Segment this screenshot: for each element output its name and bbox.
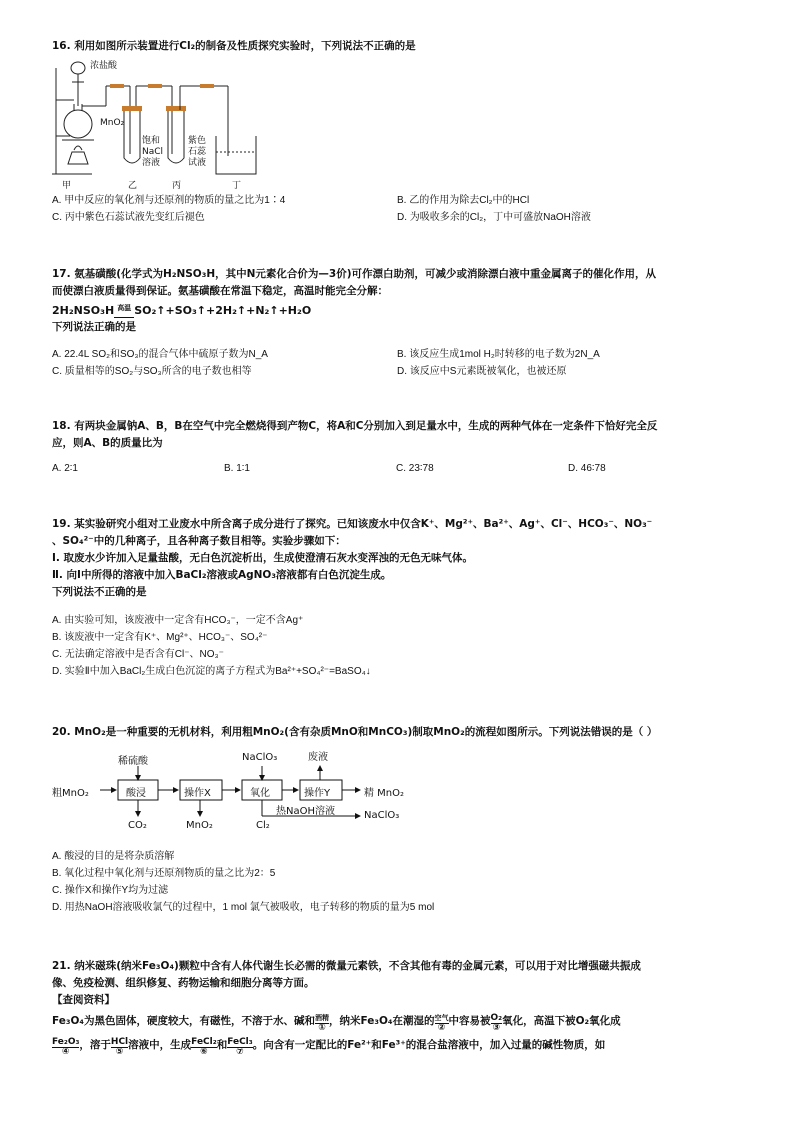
- q18-option-d[interactable]: D. 46∶78: [568, 463, 606, 474]
- q19-option-a[interactable]: A. 由实验可知，该废液中一定含有HCO₃⁻，一定不含Ag⁺: [52, 615, 304, 626]
- q19-stem-line2: 、SO₄²⁻中的几种离子，且各种离子数目相等。实验步骤如下：: [52, 535, 346, 547]
- q18-option-c[interactable]: C. 23∶78: [396, 463, 434, 474]
- question-17: [52, 266, 752, 336]
- nacl-solution-label: 饱和 NaCl 溶液: [142, 136, 164, 168]
- flow-box-acid-leach: 酸浸: [126, 788, 146, 799]
- ref-3: O₂ ③: [490, 1013, 503, 1033]
- flow-co2: CO₂: [128, 820, 147, 831]
- flow-box-operation-x: 操作X: [184, 788, 211, 799]
- q19-option-c[interactable]: C. 无法确定溶液中是否含有Cl⁻、NO₃⁻: [52, 649, 224, 660]
- flow-dilute-acid: 稀硫酸: [118, 756, 148, 767]
- q17-options: [52, 346, 752, 380]
- q19-stem-line1: 19. 某实验研究小组对工业废水中所含离子成分进行了探究。已知该废水中仅含K⁺、Mg²⁺、Ba²⁺、Ag⁺、Cl⁻、HCO₃⁻、NO₃⁻: [52, 518, 653, 530]
- q19-option-d[interactable]: D. 实验Ⅱ中加入BaCl₂生成白色沉淀的离子方程式为Ba²⁺+SO₄²⁻=BaSO₄↓: [52, 666, 371, 677]
- q16-stem: 16. 利用如图所示装置进行Cl₂的制备及性质探究实验时，下列说法不正确的是: [52, 40, 416, 52]
- q19-step2: Ⅱ. 向Ⅰ中所得的溶液中加入BaCl₂溶液或AgNO₃溶液都有白色沉淀生成。: [52, 569, 392, 581]
- ref-6: FeCl₂ ⑥: [191, 1037, 217, 1057]
- q17-prompt: 下列说法正确的是: [52, 321, 136, 333]
- q17-equation: 2H₂NSO₃H 高温 SO₂↑+SO₃↑+2H₂↑+N₂↑+H₂O: [52, 300, 752, 319]
- mno2-label: MnO₂: [100, 118, 125, 128]
- q18-stem-line2: 应，则A、B的质量比为: [52, 437, 163, 449]
- q17-stem-line1: 17. 氨基磺酸(化学式为H₂NSO₃H，其中N元素化合价为—3价)可作漂白助剂，可减少或消除漂白液中重金属离子的催化作用，从: [52, 268, 656, 280]
- question-16: [52, 38, 752, 55]
- q17-option-c[interactable]: C. 质量相等的SO₂与SO₃所含的电子数也相等: [52, 366, 252, 377]
- q20-options: [52, 848, 752, 916]
- q21-info-line2: Fe₂O₃ ④ ，溶于 HCl ⑤ 溶液中，生成 FeCl₂ ⑥ 和 FeCl₃ ⑦ 。向含有一定配比的Fe²⁺和Fe³⁺的混合盐溶液中，加入过量的碱性物质，如: [52, 1037, 606, 1057]
- litmus-label: 紫色 石蕊 试液: [188, 136, 207, 168]
- q20-option-d[interactable]: D. 用热NaOH溶液吸收氯气的过程中，1 mol 氯气被吸收，电子转移的物质的量为5 mol: [52, 902, 435, 913]
- flow-cl2: Cl₂: [256, 820, 270, 831]
- ref-7: FeCl₃ ⑦: [227, 1037, 253, 1057]
- q17-option-b[interactable]: B. 该反应生成1mol H₂时转移的电子数为2N_A: [397, 349, 600, 360]
- label-ding: 丁: [232, 181, 242, 191]
- q20-option-a[interactable]: A. 酸浸的目的是将杂质溶解: [52, 851, 175, 862]
- flow-pure-mno2: 精 MnO₂: [364, 788, 405, 799]
- q19-prompt: 下列说法不正确的是: [52, 586, 147, 598]
- ref-4: Fe₂O₃ ④: [52, 1037, 80, 1057]
- q17-stem-line2: 而使漂白液质量得到保证。氨基磺酸在常温下稳定，高温时能完全分解：: [52, 285, 388, 297]
- apparatus-svg: [52, 56, 272, 190]
- label-jia: 甲: [62, 181, 72, 191]
- flow-crude-mno2: 粗MnO₂: [52, 788, 89, 799]
- label-yi: 乙: [128, 181, 138, 191]
- q20-option-c[interactable]: C. 操作X和操作Y均为过滤: [52, 885, 169, 896]
- q21-stem-line1: 21. 纳米磁珠(纳米Fe₃O₄)颗粒中含有人体代谢生长必需的微量元素铁，不含其他有毒的金属元素，可以用于对比增强磁共振成: [52, 960, 641, 972]
- q20-option-b[interactable]: B. 氧化过程中氧化剂与还原剂物质的量之比为2：5: [52, 868, 276, 879]
- ref-2: 空气 ②: [434, 1014, 449, 1033]
- q21-heading: 【查阅资料】: [52, 994, 115, 1006]
- label-bing: 丙: [172, 181, 182, 191]
- q16-option-c[interactable]: C. 丙中紫色石蕊试液先变红后褪色: [52, 212, 205, 223]
- q21-info-line1: Fe₃O₄为黑色固体，硬度较大，有磁性，不溶于水、碱和 酒精 ① ，纳米Fe₃O₄在潮湿的 空气 ② 中容易被 O₂ ③ 氧化，高温下被O₂氧化成: [52, 1013, 621, 1033]
- flow-hot-naoh: 热NaOH溶液: [276, 806, 335, 817]
- q18-option-a[interactable]: A. 2∶1: [52, 463, 78, 474]
- flow-mno2-out: MnO₂: [186, 820, 213, 831]
- q21-stem-line2: 像、免疫检测、组织修复、药物运输和细胞分离等方面。: [52, 977, 315, 989]
- q19-option-b[interactable]: B. 该废液中一定含有K⁺、Mg²⁺、HCO₃⁻、SO₄²⁻: [52, 632, 268, 643]
- q16-options: [52, 192, 752, 226]
- reagent-hcl-label: 浓盐酸: [90, 61, 118, 71]
- q16-option-b[interactable]: B. 乙的作用为除去Cl₂中的HCl: [397, 195, 530, 206]
- question-19: [52, 516, 752, 601]
- q17-option-a[interactable]: A. 22.4L SO₂和SO₃的混合气体中硫原子数为N_A: [52, 349, 268, 360]
- question-21: [52, 958, 752, 1057]
- q18-option-b[interactable]: B. 1∶1: [224, 463, 250, 474]
- question-18: [52, 418, 752, 452]
- flow-naclo3-in: NaClO₃: [242, 752, 278, 763]
- flow-box-oxidation: 氧化: [250, 788, 270, 799]
- q19-step1: Ⅰ. 取废水少许加入足量盐酸，无白色沉淀析出，生成使澄清石灰水变浑浊的无色无味气体。: [52, 552, 474, 564]
- q17-option-d[interactable]: D. 该反应中S元素既被氧化，也被还原: [397, 366, 567, 377]
- flow-box-operation-y: 操作Y: [304, 788, 331, 799]
- q16-option-d[interactable]: D. 为吸收多余的Cl₂，丁中可盛放NaOH溶液: [397, 212, 591, 223]
- ref-1: 酒精 ①: [315, 1014, 329, 1033]
- flow-naclo3-out: NaClO₃: [364, 810, 400, 821]
- q18-options: [52, 460, 752, 477]
- q20-stem: 20. MnO₂是一种重要的无机材料，利用粗MnO₂(含有杂质MnO和MnCO₃)制取MnO₂的流程如图所示。下列说法错误的是（ ）: [52, 726, 658, 738]
- question-20: [52, 724, 752, 741]
- ref-5: HCl ⑤: [110, 1037, 129, 1057]
- q18-stem-line1: 18. 有两块金属钠A、B，B在空气中完全燃烧得到产物C，将A和C分别加入到足量水中，生成的两种气体在一定条件下恰好完全反: [52, 420, 658, 432]
- q16-option-a[interactable]: A. 甲中反应的氧化剂与还原剂的物质的量之比为1∶4: [52, 195, 286, 206]
- q16-apparatus-figure: [52, 56, 272, 194]
- q19-options: [52, 612, 752, 680]
- flow-waste: 废液: [308, 752, 328, 763]
- q20-flowchart: [52, 746, 432, 838]
